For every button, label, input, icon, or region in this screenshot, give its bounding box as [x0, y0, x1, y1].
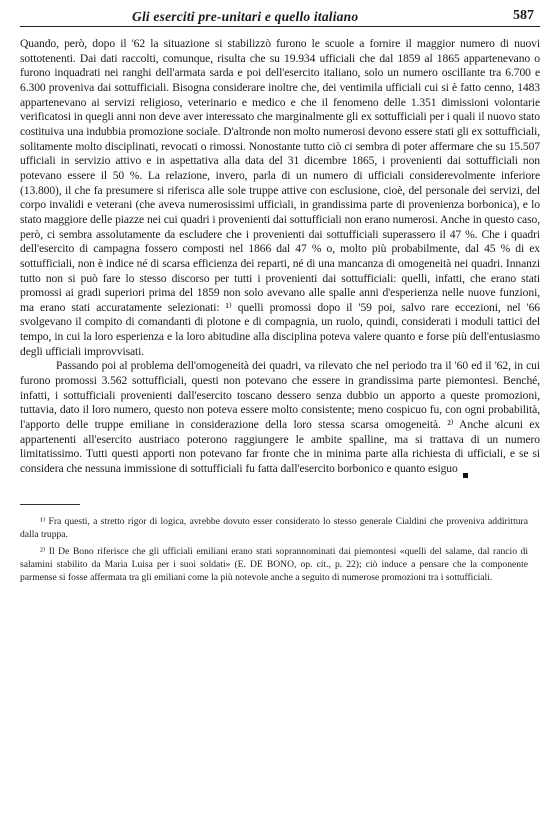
footnote: ¹⁾ Fra questi, a stretto rigor di logica, avrebbe dovuto esser considerato lo stesso generale Cialdini che proveniva addirittura dalla truppa.: [20, 516, 528, 541]
book-page: [20, 8, 540, 585]
running-title: Gli eserciti pre-unitari e quello italiano: [132, 9, 359, 24]
footnote-divider: [20, 504, 80, 505]
ink-mark: [463, 473, 468, 478]
paragraph: Quando, però, dopo il '62 la situazione si stabilizzò furono le scuole a fornire il maggior numero di nuovi sottotenenti. Dai dati raccolti, comunque, risulta che su 19.934 ufficiali che dal 1859 al 1865 appartenevano o furono inquadrati nei ranghi dell'armata sarda e poi dell'esercito italiano, solo un numero oscillante tra 6.700 e 6.300 proveniva dai sottufficiali. Bisogna considerare inoltre che, dei ventimila ufficiali cui si è fatto cenno, 1483 appartenevano ai servizi religioso, veterinario e medico e che il fenomeno delle 1.351 dimissioni volontarie verificatosi in quegli anni non deve aver interessato che marginalmente gli ex sottufficiali per i quali il nuovo stato costituiva una indubbia promozione sociale. D'altronde non molto numerosi devono essere stati gli ex sottufficiali, solitamente molto disciplinati, revocati o rimossi. Nonostante tutto ciò ci sembra di poter affermare che su 15.507 ufficiali in servizio attivo e in aspettativa alla data del 31 dicembre 1865, i provenienti dai sottufficiali non potevano essere il 50 %. La relazione, invero, parla di un numero di ufficiali considerevolmente inferiore (13.800), il che fa presumere si riferisca alle sole truppe attive con esclusione, cioè, del personale dei servizi, del corpo invalidi e veterani (che aveva numerosissimi ufficiali, in grandissima parte di provenienza borbonica), e lo stato maggiore delle piazze nei cui quadri i provenienti dai sottufficiali non erano numerosi. Anche in questo caso, però, ci sembra assolutamente da escludere che i provenienti dai sottufficiali superassero il 47 %. Che i quadri dell'esercito di campagna fossero composti nel 1866 dal 47 % o, molto più probabilmente, dal 45 % di ex sottufficiali, non è indice né di scarsa efficienza dei reparti, né di una mancanza di omogeneità nei quadri. Innanzi tutto non si può fare lo stesso discorso per tutti i provenienti dai sottufficiali: quelli, infatti, che erano stati promossi ai gradi superiori prima del 1859 non solo avevano alle spalle anni d'esperienza nelle nuove funzioni, ma erano stati accuratamente selezionati: ¹⁾ quelli promossi dopo il '59 poi, salvo rare eccezioni, nel '66 svolgevano il compito di comandanti di plotone e di compagnia, un ruolo, quindi, considerati i moduli tattici del tempo, in cui la loro esperienza e la loro abitudine alla disciplina poteva valere quanto e forse più dell'entusiasmo degli ufficiali improvvisati.: [20, 37, 540, 358]
page-number: 587: [513, 8, 534, 23]
footnote: ²⁾ Il De Bono riferisce che gli ufficiali emiliani erano stati soprannominati dai piemontesi «quelli del salame, dal rancio di salamini stabilito da Maria Luisa per i suoi soldati» (E. DE BONO, op. cit., p. 22); ciò induce a pensare che la componente parmense si fosse affermata tra gli emiliani come la più notevole anche a seguito di numerose promozioni tra i sottufficiali.: [20, 546, 528, 584]
paragraph: [20, 359, 540, 478]
main-text: [20, 37, 540, 478]
running-header: [20, 8, 540, 27]
footnotes: [20, 515, 540, 584]
paragraph-text: Passando poi al problema dell'omogeneità dei quadri, va rilevato che nel periodo tra il '60 ed il '62, in cui furono promossi 3.562 sottufficiali, questi non potevano che essere in grandissima parte piemontesi. Benché, infatti, i sottufficiali provenienti dall'esercito toscano dessero senza dubbio un apporto a queste promozioni, tuttavia, dato il loro numero, questo non poteva essere molto consistente; meno cospicuo fu, con ogni probabilità, l'apporto delle truppe emiliane in considerazione della loro stessa scarsa omogeneità. ²⁾ Anche alcuni ex appartenenti all'esercito austriaco poterono raggiungere le ambite spalline, ma si trattava di un numero limitatissimo. Tutti questi apporti non potevano far fronte che in minima parte alla richiesta di ufficiali, e se si considera che nessuna immissione di sottufficiali fu fatta dall'esercito borbonico e quanto esiguo: [20, 359, 540, 476]
